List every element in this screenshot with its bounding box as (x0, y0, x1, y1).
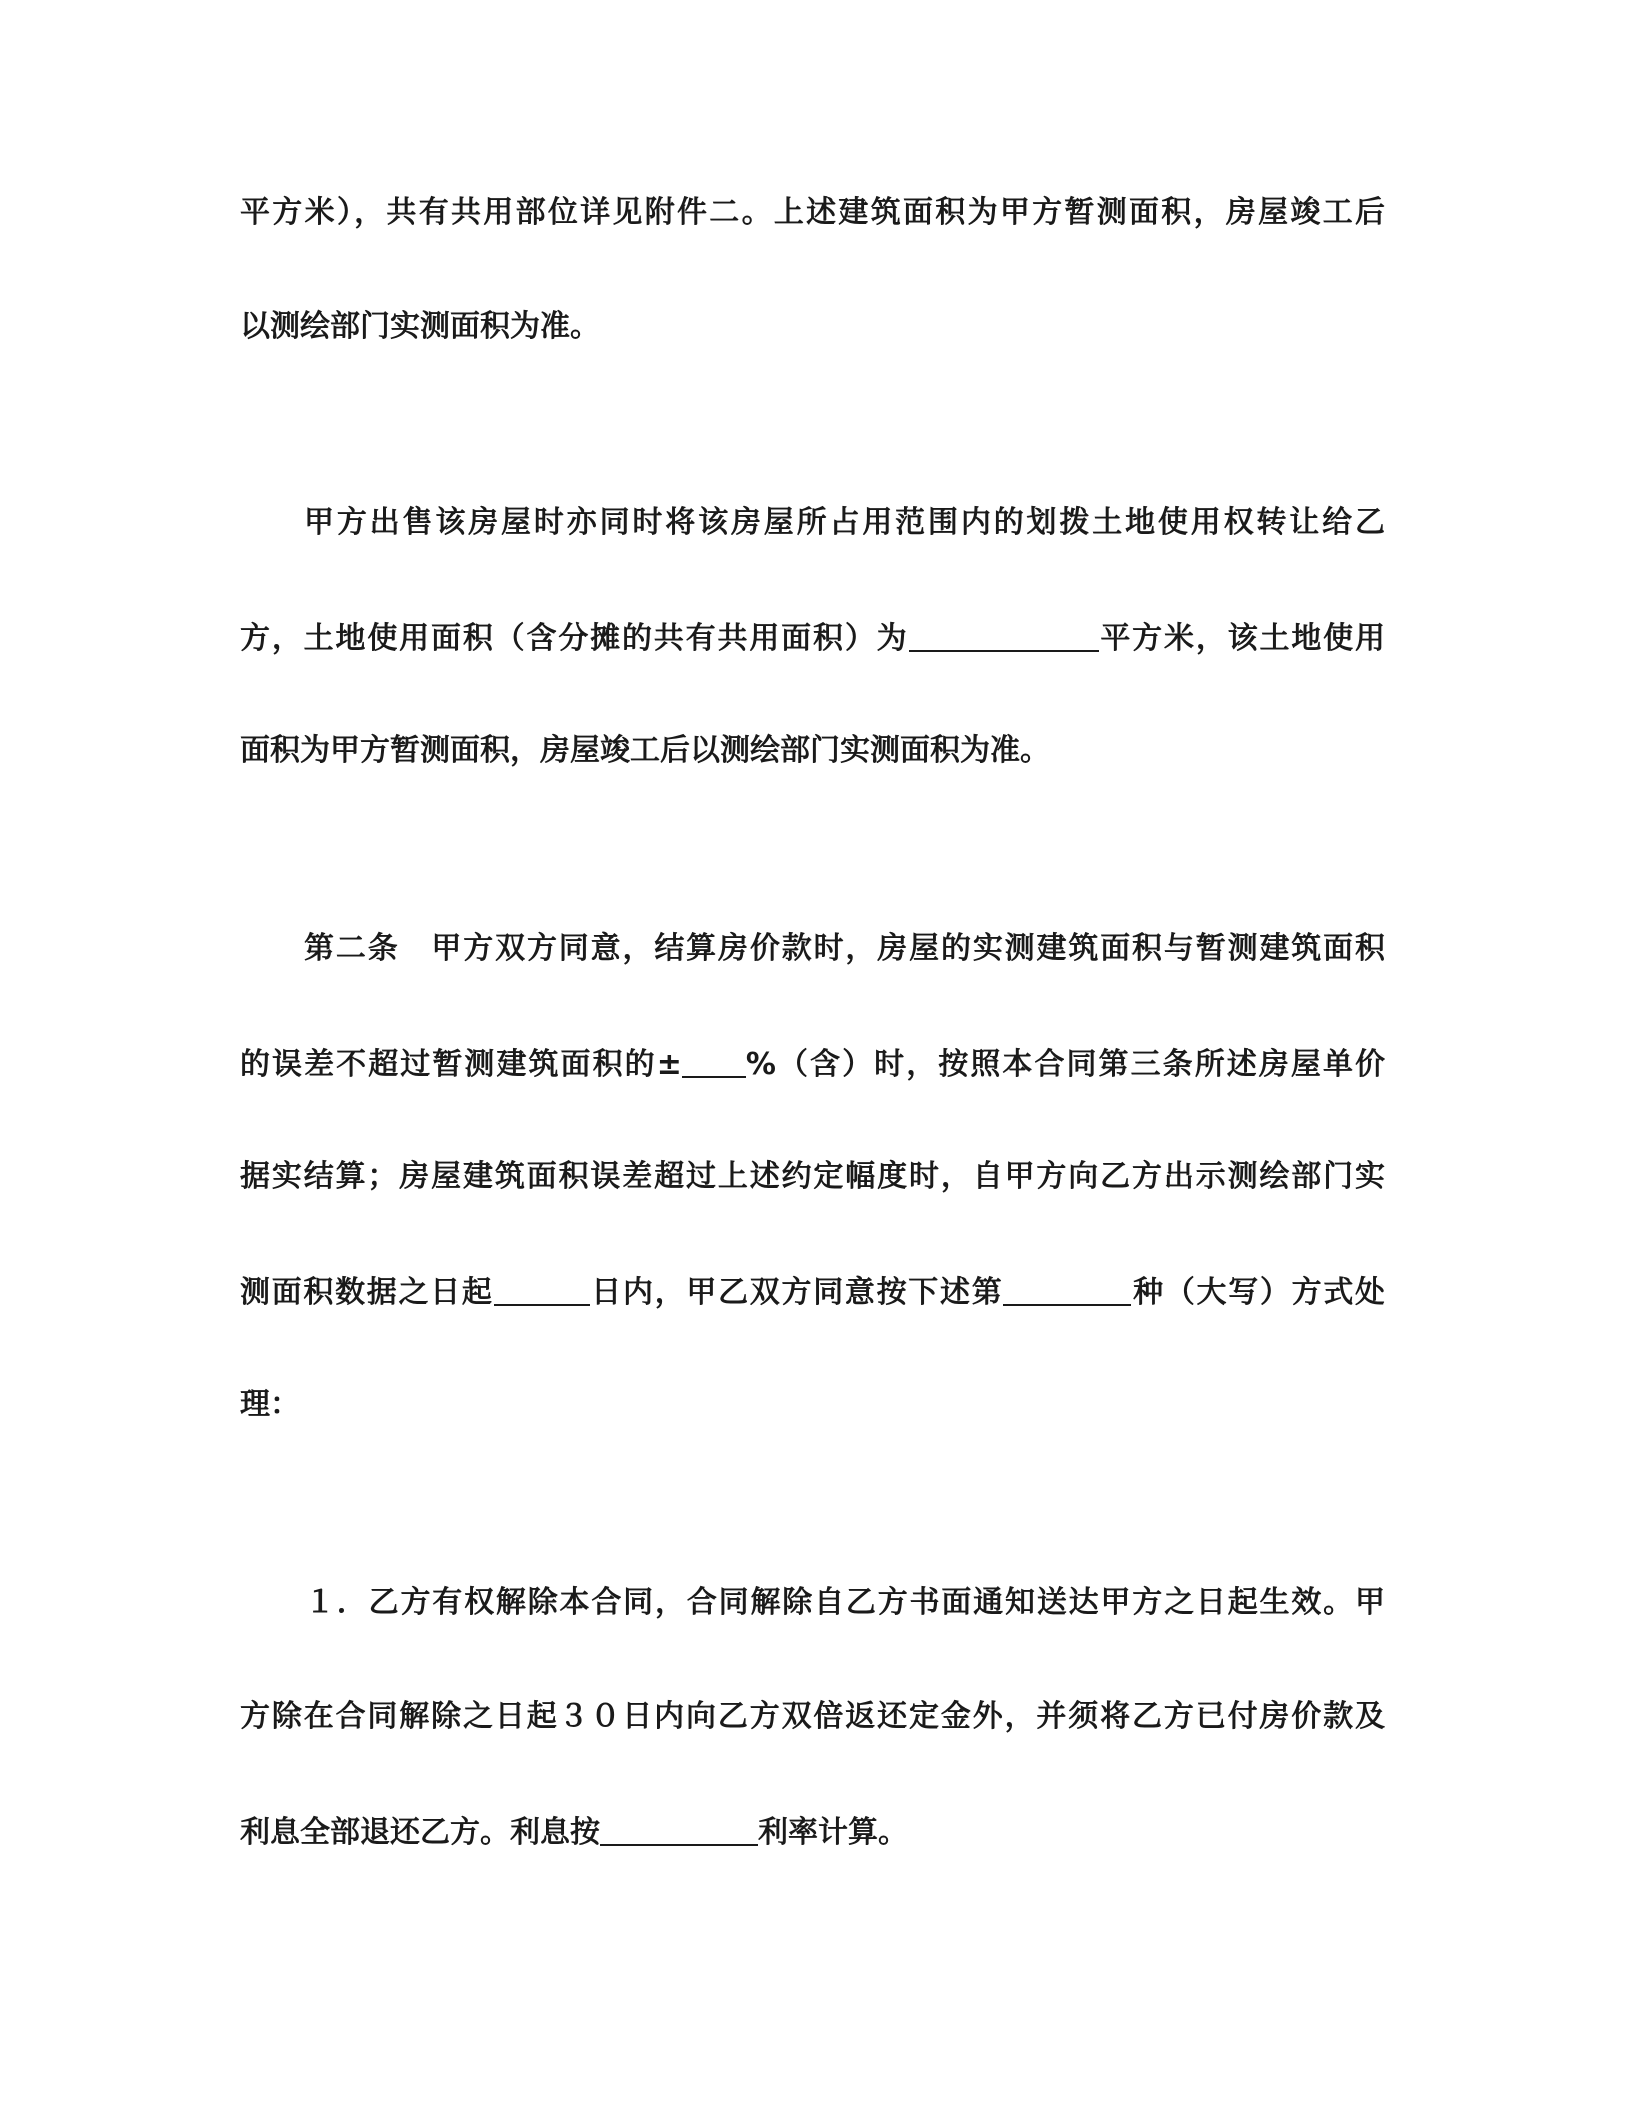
paragraph-2-line-2 (240, 616, 1385, 658)
paragraph-2-line-3: 面积为甲方暂测面积，房屋竣工后以测绘部门实测面积为准。 (240, 733, 1050, 768)
article-2-line-4-text-before: 测面积数据之日起 (240, 1275, 494, 1310)
paragraph-2-line-1: 甲方出售该房屋时亦同时将该房屋所占用范围内的划拨土地使用权转让给乙 (304, 505, 1385, 540)
interest-rate-blank (600, 1810, 758, 1846)
article-2-line-5: 理： (240, 1387, 300, 1422)
error-percent-blank (682, 1042, 746, 1078)
article-2-line-3: 据实结算；房屋建筑面积误差超过上述约定幅度时，自甲方向乙方出示测绘部门实 (240, 1159, 1385, 1194)
paragraph-1-line-1: 平方米），共有共用部位详见附件二。上述建筑面积为甲方暂测面积，房屋竣工后 (240, 195, 1385, 230)
article-2-line-4-text-after: 种（大写）方式处 (1131, 1275, 1386, 1310)
item-1-line-3-text-before: 利息全部退还乙方。利息按 (240, 1815, 600, 1850)
days-blank (494, 1270, 590, 1306)
paragraph-1-line-2: 以测绘部门实测面积为准。 (240, 309, 600, 344)
method-number-blank (1003, 1270, 1131, 1306)
article-2-line-4 (240, 1270, 1385, 1312)
item-1-line-2: 方除在合同解除之日起３０日内向乙方双倍返还定金外，并须将乙方已付房价款及 (240, 1699, 1385, 1734)
item-1-line-1: １．乙方有权解除本合同，合同解除自乙方书面通知送达甲方之日起生效。甲 (305, 1585, 1385, 1620)
article-2-line-2 (240, 1042, 1385, 1084)
land-area-blank (909, 616, 1099, 652)
article-2-line-4-text-middle: 日内，甲乙双方同意按下述第 (589, 1275, 1004, 1310)
paragraph-2-line-2-text-before: 方，土地使用面积（含分摊的共有共用面积）为 (240, 621, 909, 656)
item-1-line-3-text-after: 利率计算。 (758, 1815, 908, 1850)
article-2-line-2-text-before: 的误差不超过暂测建筑面积的± (240, 1047, 682, 1082)
article-2-line-1: 第二条 甲方双方同意，结算房价款时，房屋的实测建筑面积与暂测建筑面积 (304, 931, 1385, 966)
paragraph-2-line-2-text-after: 平方米，该土地使用 (1098, 621, 1385, 656)
item-1-line-3 (240, 1810, 1385, 1852)
article-2-line-2-text-after: %（含）时，按照本合同第三条所述房屋单价 (745, 1047, 1385, 1082)
